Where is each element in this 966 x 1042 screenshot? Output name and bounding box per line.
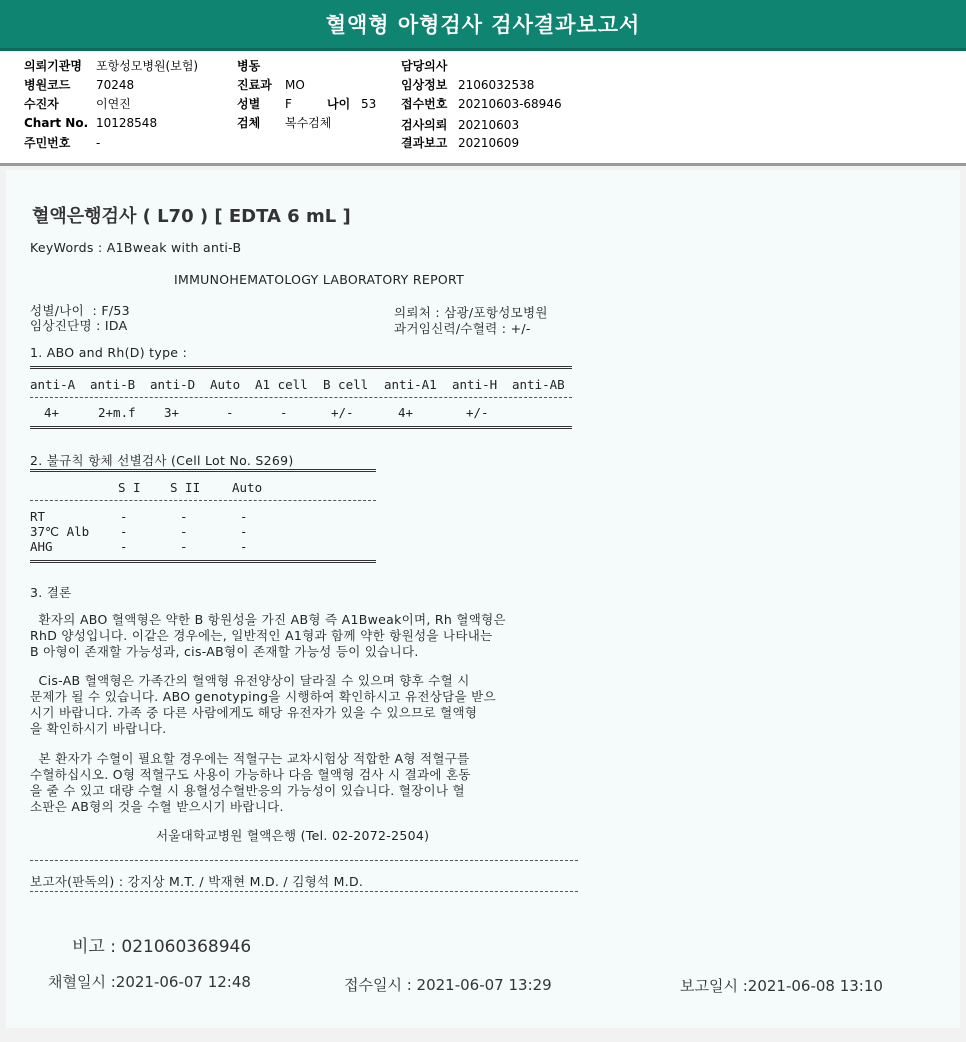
info-value: - — [96, 136, 101, 150]
info-label: Chart No. — [24, 116, 89, 130]
info-value: 10128548 — [96, 116, 158, 130]
info-label: 병동 — [237, 59, 261, 73]
abo-value-anti-h: +/- — [466, 405, 489, 420]
info-label: 의뢰기관명 — [24, 59, 82, 73]
section-abo-title: 1. ABO and Rh(D) type : — [30, 345, 188, 360]
screen-cell: - — [120, 524, 128, 539]
conclusion-paragraph: Cis-AB 혈액형은 가족간의 혈액형 유전양상이 달라질 수 있으며 향후 수혈 시 문제가 될 수 있습니다. ABO genotyping을 시행하여 확인하시고 유전상담을 받으 시기 바랍니다. 가족 중 다른 사람에게도 해당 유전자가 있을 수 있으므로 혈액형 을 확인하시기 바랍니다. — [30, 673, 496, 736]
info-value: 20210603-68946 — [458, 97, 562, 111]
separator-line — [30, 860, 578, 861]
remarks: 비고 : 021060368946 — [72, 937, 252, 957]
separator-line — [30, 366, 572, 369]
specimen-row — [237, 114, 331, 131]
department-row — [237, 76, 305, 93]
info-label: 진료과 — [237, 78, 272, 92]
info-label: 나이 — [327, 97, 351, 111]
screen-row-label: RT — [30, 509, 46, 524]
lab-report-title: IMMUNOHEMATOLOGY LABORATORY REPORT — [174, 272, 465, 287]
abo-value-anti-d: 3+ — [164, 405, 180, 420]
keywords: KeyWords : A1Bweak with anti-B — [30, 240, 242, 255]
abo-value-a1-cell: - — [280, 405, 288, 420]
abo-value-auto: - — [226, 405, 234, 420]
conclusion-paragraph: 환자의 ABO 혈액형은 약한 B 항원성을 가진 AB형 즉 A1Bweak이며, Rh 혈액형은 RhD 양성입니다. 이같은 경우에는, 일반적인 A1형과 함께 약한 항원성을 나타내는 B 아형이 존재할 가능성과, cis-AB형이 존재할 가능성 등이 있습니다. — [30, 612, 506, 659]
institution-contact: 서울대학교병원 혈액은행 (Tel. 02-2072-2504) — [156, 828, 430, 843]
patient-name-row — [24, 95, 131, 112]
info-value: 53 — [361, 97, 377, 111]
screen-header-s2: S II — [170, 480, 201, 495]
section-antibody-screen-title: 2. 불규칙 항체 선별검사 (Cell Lot No. S269) — [30, 453, 294, 468]
info-value: 20210609 — [458, 136, 520, 150]
info-label: 검체 — [237, 116, 261, 130]
clinical-info-row — [401, 76, 534, 93]
patient-info-header — [0, 51, 966, 163]
age-row — [327, 95, 376, 112]
screen-cell: - — [240, 509, 248, 524]
info-value: 2106032538 — [458, 78, 535, 92]
header-divider — [0, 163, 966, 166]
receipt-datetime: 접수일시 : 2021-06-07 13:29 — [344, 976, 552, 994]
abo-value-anti-b: 2+m.f — [98, 405, 136, 420]
screen-header-auto: Auto — [232, 480, 263, 495]
chart-no-row — [24, 116, 157, 130]
info-label: 성별 — [237, 97, 261, 111]
receipt-no-row — [401, 95, 562, 112]
info-label: 수진자 — [24, 97, 59, 111]
screen-header-s1: S I — [118, 480, 141, 495]
pregnancy-transfusion-history: 과거임신력/수혈력 : +/- — [394, 321, 531, 336]
requester: 의뢰처 : 삼광/포항성모병원 — [394, 305, 548, 320]
info-value: 복수검체 — [285, 116, 332, 130]
info-label: 주민번호 — [24, 136, 71, 150]
screen-cell: - — [240, 539, 248, 554]
info-value: 70248 — [96, 78, 135, 92]
info-label: 접수번호 — [401, 97, 448, 111]
section-conclusion-title: 3. 결론 — [30, 585, 72, 600]
screen-row-label: 37℃ Alb — [30, 524, 90, 539]
separator-line — [30, 426, 572, 429]
physician-row — [401, 57, 458, 74]
abo-value-b-cell: +/- — [331, 405, 354, 420]
abo-header-anti-ab: anti-AB — [512, 377, 565, 392]
abo-value-anti-a1: 4+ — [398, 405, 414, 420]
separator-line — [30, 469, 376, 472]
conclusion-paragraph: 본 환자가 수혈이 필요할 경우에는 적혈구는 교차시험상 적합한 A형 적혈구를 수혈하십시오. O형 적혈구도 사용이 가능하나 다음 혈액형 검사 시 결과에 혼동 을 줄 수 있고 대량 수혈 시 용혈성수혈반응의 가능성이 있습니다. 혈장이나 혈 소판은 AB형의 것을 수혈 받으시기 바랍니다. — [30, 751, 471, 814]
requester-institution-row — [24, 57, 198, 74]
resident-no-row — [24, 134, 100, 151]
abo-header-anti-b: anti-B — [90, 377, 136, 392]
separator-line — [30, 397, 572, 398]
info-value: 20210603 — [458, 118, 520, 132]
abo-header-a1-cell: A1 cell — [255, 377, 308, 392]
separator-line — [30, 891, 578, 892]
info-value: MO — [285, 78, 305, 92]
sex-age: 성별/나이 : F/53 — [30, 303, 130, 318]
info-label: 결과보고 — [401, 136, 448, 150]
test-request-row — [401, 116, 519, 133]
hospital-code-row — [24, 76, 134, 93]
separator-line — [30, 560, 376, 563]
clinical-diagnosis: 임상진단명 : IDA — [30, 318, 128, 333]
collection-datetime: 채혈일시 :2021-06-07 12:48 — [48, 973, 251, 991]
report-title: 혈액형 아형검사 검사결과보고서 — [0, 0, 966, 48]
screen-cell: - — [240, 524, 248, 539]
info-label: 검사의뢰 — [401, 118, 448, 132]
screen-cell: - — [180, 539, 188, 554]
info-label: 임상정보 — [401, 78, 448, 92]
info-value: 포항성모병원(보험) — [96, 59, 199, 73]
separator-line — [30, 500, 376, 501]
screen-cell: - — [180, 509, 188, 524]
screen-cell: - — [120, 509, 128, 524]
abo-header-anti-a: anti-A — [30, 377, 76, 392]
info-value: 이연진 — [96, 97, 131, 111]
abo-header-auto: Auto — [210, 377, 241, 392]
screen-cell: - — [180, 524, 188, 539]
screen-cell: - — [120, 539, 128, 554]
scanned-report — [6, 170, 960, 1028]
info-label: 담당의사 — [401, 59, 448, 73]
info-value: F — [285, 97, 292, 111]
report-heading: 혈액은행검사 ( L70 ) [ EDTA 6 mL ] — [32, 206, 351, 227]
reporters: 보고자(판독의) : 강지상 M.T. / 박재현 M.D. / 김형석 M.D. — [30, 874, 364, 889]
abo-header-b-cell: B cell — [323, 377, 369, 392]
abo-header-anti-a1: anti-A1 — [384, 377, 437, 392]
sex-row — [237, 95, 292, 112]
info-label: 병원코드 — [24, 78, 71, 92]
screen-row-label: AHG — [30, 539, 53, 554]
abo-value-anti-a: 4+ — [44, 405, 60, 420]
report-datetime: 보고일시 :2021-06-08 13:10 — [680, 977, 883, 995]
abo-header-anti-d: anti-D — [150, 377, 196, 392]
abo-header-anti-h: anti-H — [452, 377, 498, 392]
ward-row — [237, 57, 285, 74]
result-report-row — [401, 134, 519, 151]
